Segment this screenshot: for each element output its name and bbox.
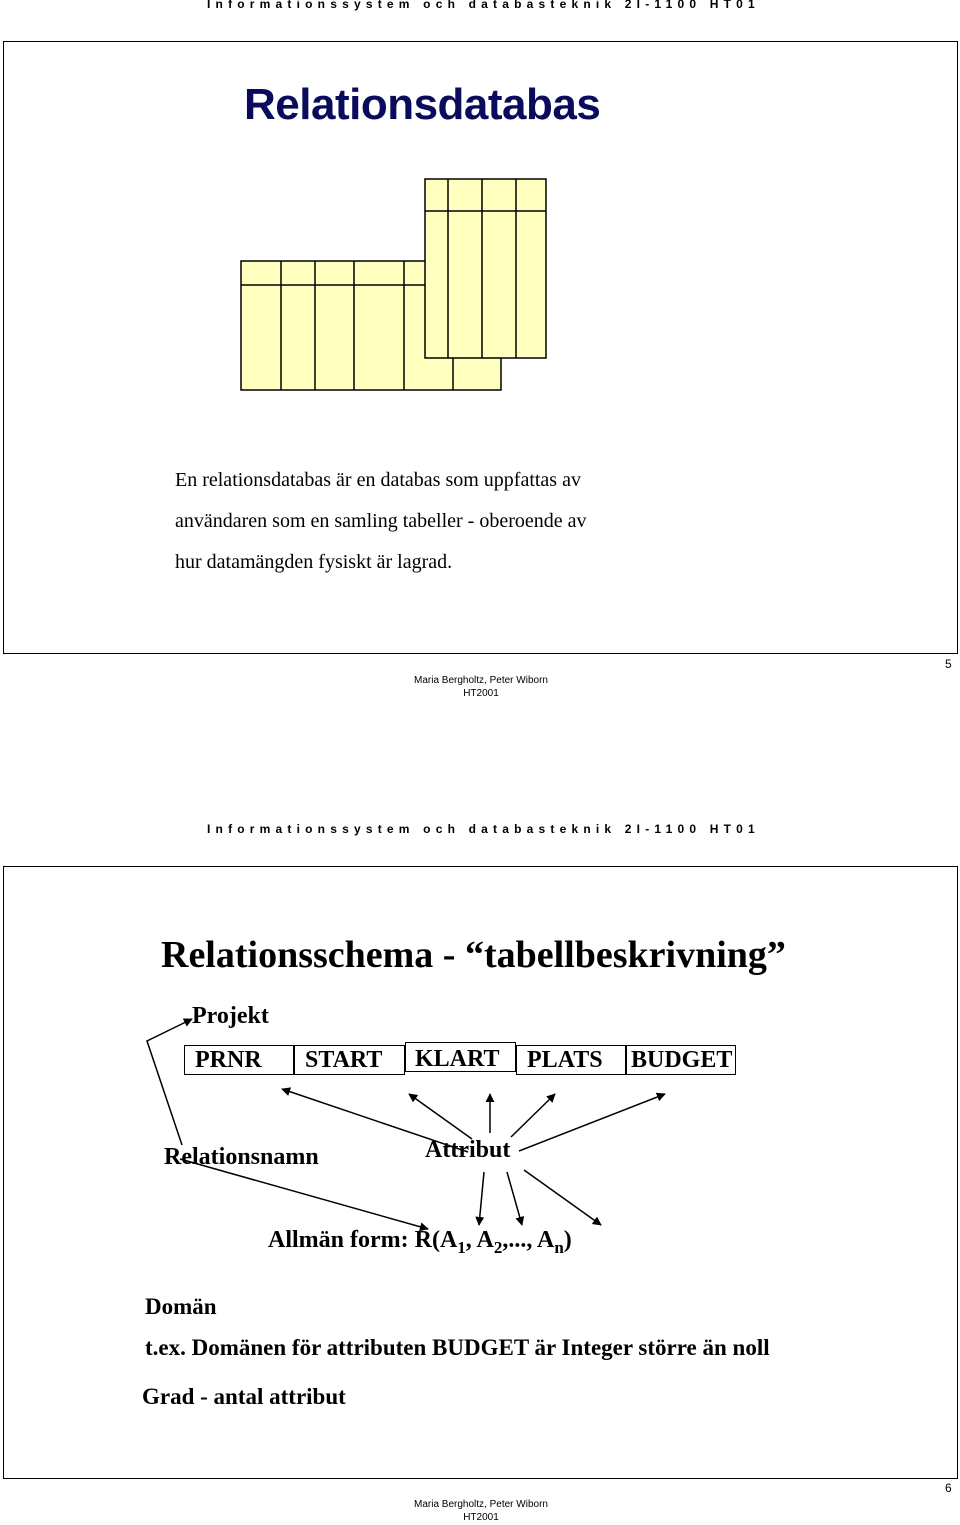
slide-title: Relationsdatabas: [244, 80, 601, 129]
quote-close: ”: [766, 934, 786, 976]
footer-authors: Maria Bergholtz, Peter Wiborn: [414, 1499, 548, 1510]
page-number: 5: [945, 657, 952, 671]
attribute-cell: PLATS: [516, 1045, 626, 1075]
slide-relationsschema: [3, 866, 958, 1479]
quote-open: “: [464, 934, 484, 976]
slide-relationsdatabas: [3, 41, 958, 654]
attribute-cell: KLART: [415, 1046, 500, 1072]
formula-r: R(A: [414, 1227, 458, 1253]
relationsnamn-label: Relationsnamn: [164, 1144, 319, 1170]
formula-subn: n: [554, 1238, 564, 1257]
table-illustration-front: [425, 179, 546, 358]
formula-mid: ,..., A: [502, 1227, 555, 1253]
formula-sub1: 1: [457, 1238, 466, 1257]
formula-sub2: 2: [493, 1238, 503, 1257]
page-header: Informationssystem och databasteknik 2I-1100 HT01: [207, 822, 760, 836]
footer-term: HT2001: [463, 1512, 499, 1523]
attribute-row: [184, 1045, 736, 1079]
general-form-formula: [268, 1227, 572, 1258]
attribut-to-budget-arrow: [519, 1094, 665, 1151]
attribut-to-an-arrow: [524, 1170, 601, 1225]
footer-term: HT2001: [463, 688, 499, 699]
page-header: Informationssystem och databasteknik 2I-1100 HT01: [207, 0, 760, 11]
doman-example: t.ex. Domänen för attributen BUDGET är Integer större än noll: [145, 1335, 770, 1360]
attribut-to-start-arrow: [409, 1094, 472, 1139]
grad-label: Grad - antal attribut: [142, 1384, 346, 1409]
attribute-cell: PRNR: [184, 1045, 294, 1075]
relation-name-label: Projekt: [192, 1003, 269, 1029]
attribut-to-a1-arrow: [479, 1172, 484, 1225]
paragraph-line: användaren som en samling tabeller - oberoende av: [175, 510, 587, 532]
paragraph-line: En relationsdatabas är en databas som uppfattas av: [175, 469, 581, 491]
formula-prefix: Allmän form:: [268, 1227, 409, 1253]
title-left: Relationsschema -: [161, 934, 456, 976]
footer-authors: Maria Bergholtz, Peter Wiborn: [414, 675, 548, 686]
formula-comma1: , A: [465, 1227, 494, 1253]
attribut-to-a2-arrow: [507, 1172, 522, 1225]
doman-label: Domän: [145, 1294, 217, 1319]
attribute-cell: BUDGET: [626, 1045, 736, 1075]
title-right: tabellbeskrivning: [483, 934, 767, 976]
relationsnamn-to-projekt-arrow: [147, 1019, 192, 1145]
paragraph-line: hur datamängden fysiskt är lagrad.: [175, 551, 453, 573]
formula-end: ): [563, 1227, 572, 1253]
attribute-cell: START: [294, 1045, 405, 1075]
page-number: 6: [945, 1481, 952, 1495]
slide-paragraph: [175, 460, 587, 583]
attribut-to-plats-arrow: [511, 1094, 555, 1137]
attribut-label: Attribut: [425, 1137, 511, 1163]
